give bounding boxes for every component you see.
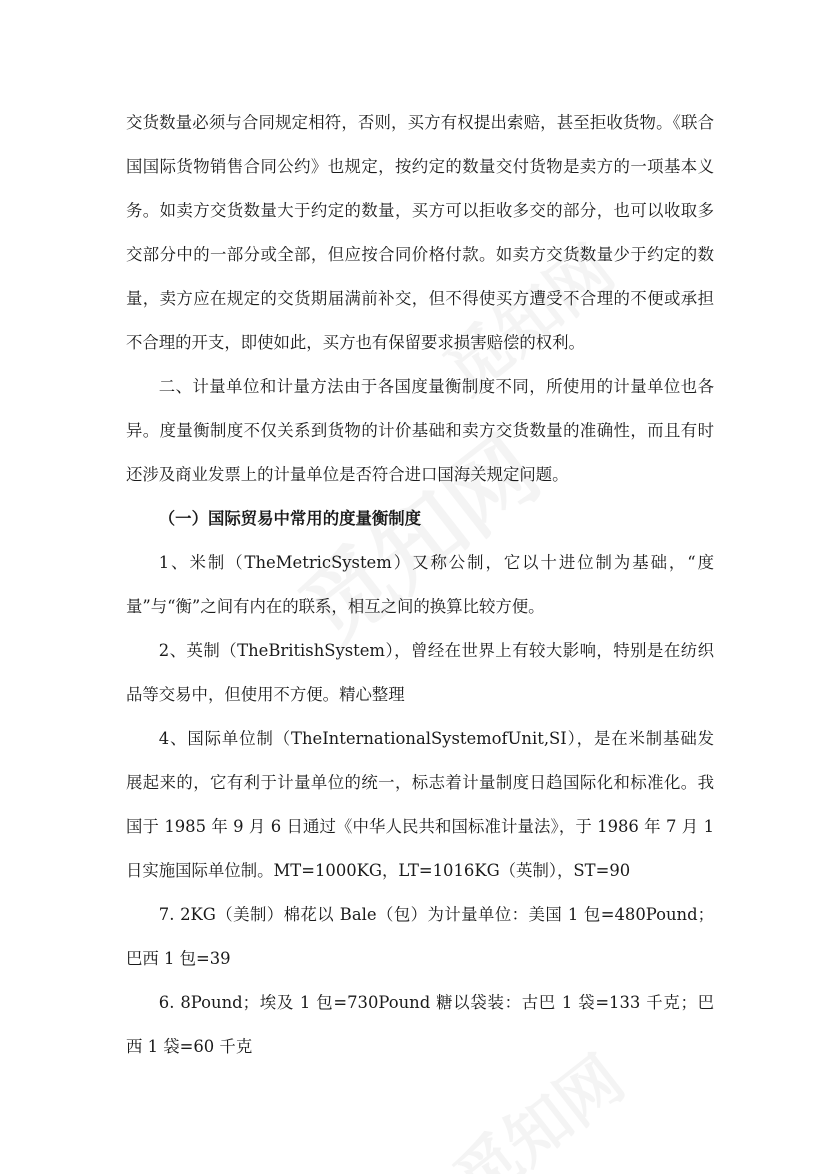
- paragraph-si-system: 4、国际单位制（TheInternationalSystemofUnit,SI），是在米制基础发展起来的，它有利于计量单位的统一，标志着计量制度日趋国际化和标准化。我国于 1985 年 9 月 6 日通过《中华人民共和国标准计量法》，于 1986 年 7 月 1 日实施国际单位制。MT=1000KG，LT=1016KG（英制），ST=90: [126, 729, 714, 880]
- paragraph-sugar-bag: 6. 8Pound；埃及 1 包=730Pound 糖以袋装：古巴 1 袋=133 千克；巴西 1 袋=60 千克: [126, 993, 714, 1056]
- paragraph-quantity-obligation: 交货数量必须与合同规定相符，否则，买方有权提出索赔，甚至拒收货物。《联合国国际货物销售合同公约》也规定，按约定的数量交付货物是卖方的一项基本义务。如卖方交货数量大于约定的数量，买方可以拒收多交的部分，也可以收取多交部分中的一部分或全部，但应按合同价格付款。如卖方交货数量少于约定的数量，卖方应在规定的交货期届满前补交，但不得使买方遭受不合理的不便或承担不合理的开支，即使如此，买方也有保留要求损害赔偿的权利。: [126, 113, 714, 352]
- paragraph-measurement-units: 二、计量单位和计量方法由于各国度量衡制度不同，所使用的计量单位也各异。度量衡制度不仅关系到货物的计价基础和卖方交货数量的准确性，而且有时还涉及商业发票上的计量单位是否符合进口国海关规定问题。: [126, 377, 714, 484]
- section-heading: （一）国际贸易中常用的度量衡制度: [158, 509, 422, 528]
- document-body: [126, 101, 714, 1069]
- paragraph-cotton-bale: 7. 2KG（美制）棉花以 Bale（包）为计量单位：美国 1 包=480Pound；巴西 1 包=39: [126, 905, 714, 968]
- paragraph-british-system: 2、英制（TheBritishSystem），曾经在世界上有较大影响，特别是在纺织品等交易中，但使用不方便。精心整理: [126, 641, 714, 704]
- paragraph-metric-system: 1、米制（TheMetricSystem）又称公制，它以十进位制为基础，“度量”与“衡”之间有内在的联系，相互之间的换算比较方便。: [126, 553, 714, 616]
